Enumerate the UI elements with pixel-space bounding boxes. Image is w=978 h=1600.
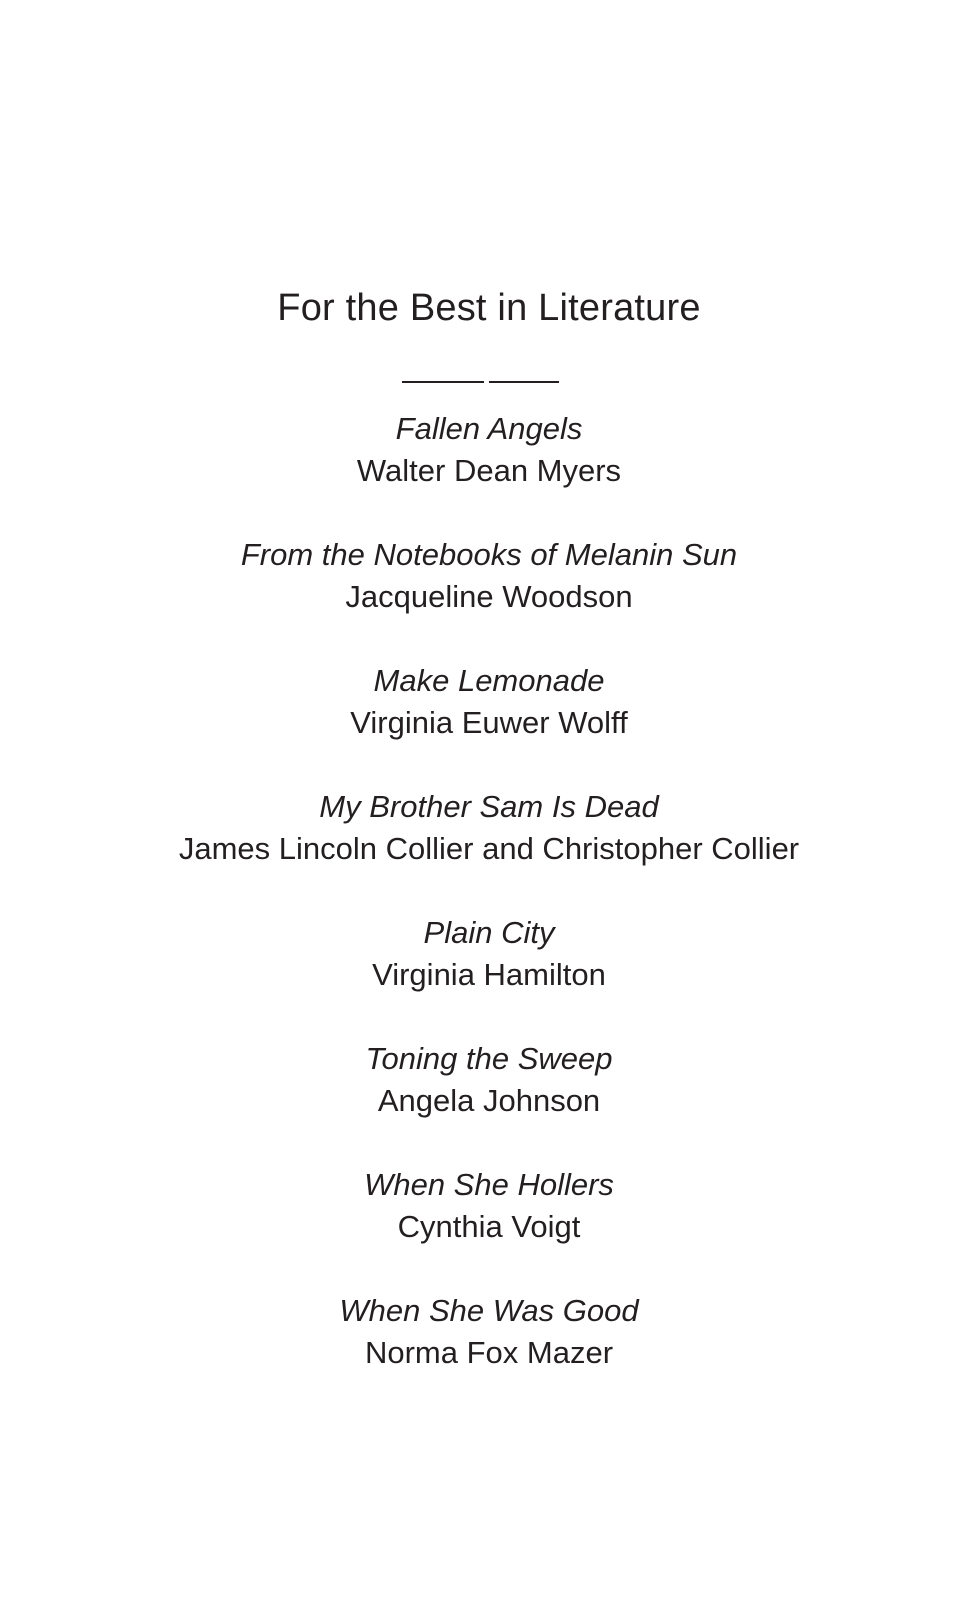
book-author: Jacqueline Woodson <box>345 579 633 614</box>
book-entry <box>0 534 978 660</box>
book-title: Make Lemonade <box>373 663 605 698</box>
decorative-rule-left <box>402 381 484 383</box>
book-author: Virginia Hamilton <box>372 957 606 992</box>
book-entry <box>0 408 978 534</box>
book-entry <box>0 1290 978 1416</box>
book-author: Cynthia Voigt <box>397 1209 581 1244</box>
book-entry <box>0 1038 978 1164</box>
book-title: Fallen Angels <box>395 411 583 446</box>
book-title: When She Hollers <box>364 1167 614 1202</box>
page-heading: For the Best in Literature <box>277 287 701 329</box>
book-title: Plain City <box>423 915 555 950</box>
book-list <box>0 408 978 1416</box>
book-author: James Lincoln Collier and Christopher Collier <box>178 831 800 866</box>
book-author: Norma Fox Mazer <box>364 1335 614 1370</box>
book-entry <box>0 1164 978 1290</box>
book-title: Toning the Sweep <box>365 1041 613 1076</box>
book-author: Virginia Euwer Wolff <box>350 705 628 740</box>
decorative-rule-right <box>489 381 559 383</box>
book-entry <box>0 660 978 786</box>
book-entry <box>0 786 978 912</box>
book-author: Angela Johnson <box>377 1083 601 1118</box>
book-title: From the Notebooks of Melanin Sun <box>240 537 738 572</box>
book-title: My Brother Sam Is Dead <box>319 789 659 824</box>
book-title: When She Was Good <box>339 1293 639 1328</box>
book-entry <box>0 912 978 1038</box>
book-author: Walter Dean Myers <box>356 453 622 488</box>
